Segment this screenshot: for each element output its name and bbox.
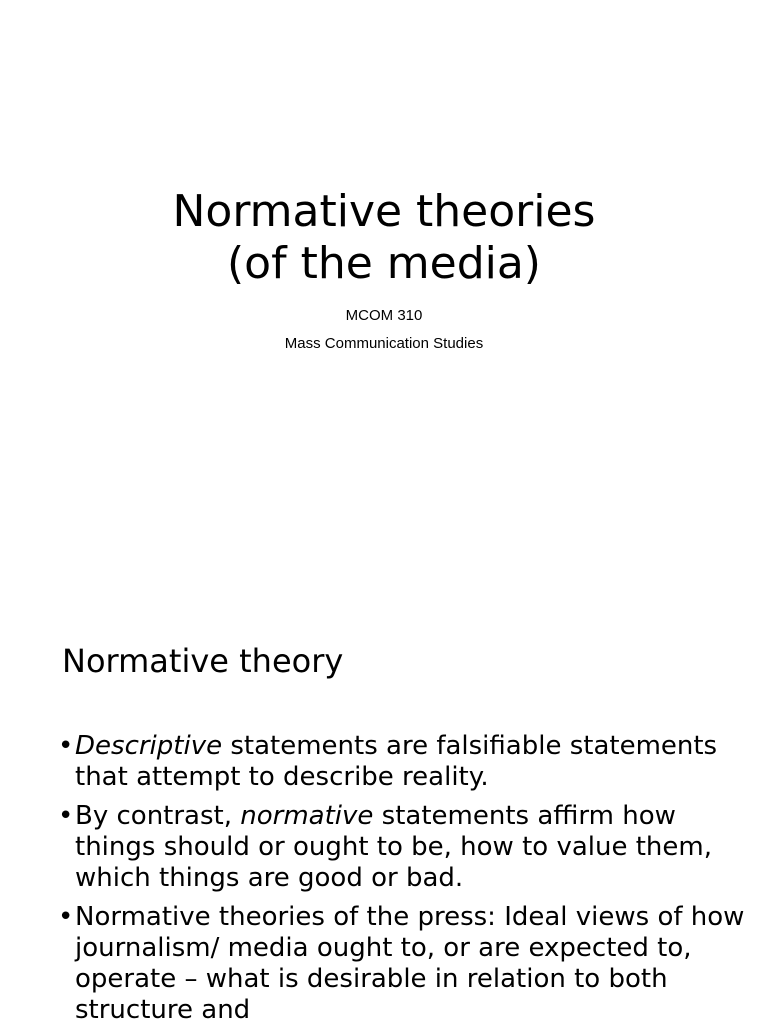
course-code: MCOM 310: [345, 307, 423, 324]
bullet-marker: •: [58, 902, 74, 932]
bullet-text-prefix: By contrast,: [75, 801, 241, 831]
title-line-2: (of the media): [227, 238, 541, 289]
bullet-marker: •: [58, 731, 74, 761]
bullet-item-normative-theories: [58, 902, 758, 1024]
bullet-emphasis: normative: [240, 801, 374, 831]
course-name: Mass Communication Studies: [284, 335, 484, 352]
bullet-text: statements are falsifiable statements that attempt to describe reality.: [75, 731, 718, 792]
bullet-text: Normative theories of the press: Ideal views of how journalism/ media ought to, or are expected to, operate – what is desirable in relation to both structure and: [75, 902, 745, 1024]
bullet-marker: •: [58, 801, 74, 831]
bullet-text: statements affirm how things should or ought to be, how to value them, which things are good or bad.: [75, 801, 712, 893]
bullet-item-descriptive: [58, 731, 758, 793]
bullet-emphasis: Descriptive: [75, 731, 223, 761]
bullet-list: [58, 731, 758, 1024]
bullet-item-normative: [58, 801, 758, 894]
presentation-title: [0, 186, 768, 290]
title-line-1: Normative theories: [172, 186, 596, 237]
slide-title: Normative theory: [62, 642, 344, 680]
